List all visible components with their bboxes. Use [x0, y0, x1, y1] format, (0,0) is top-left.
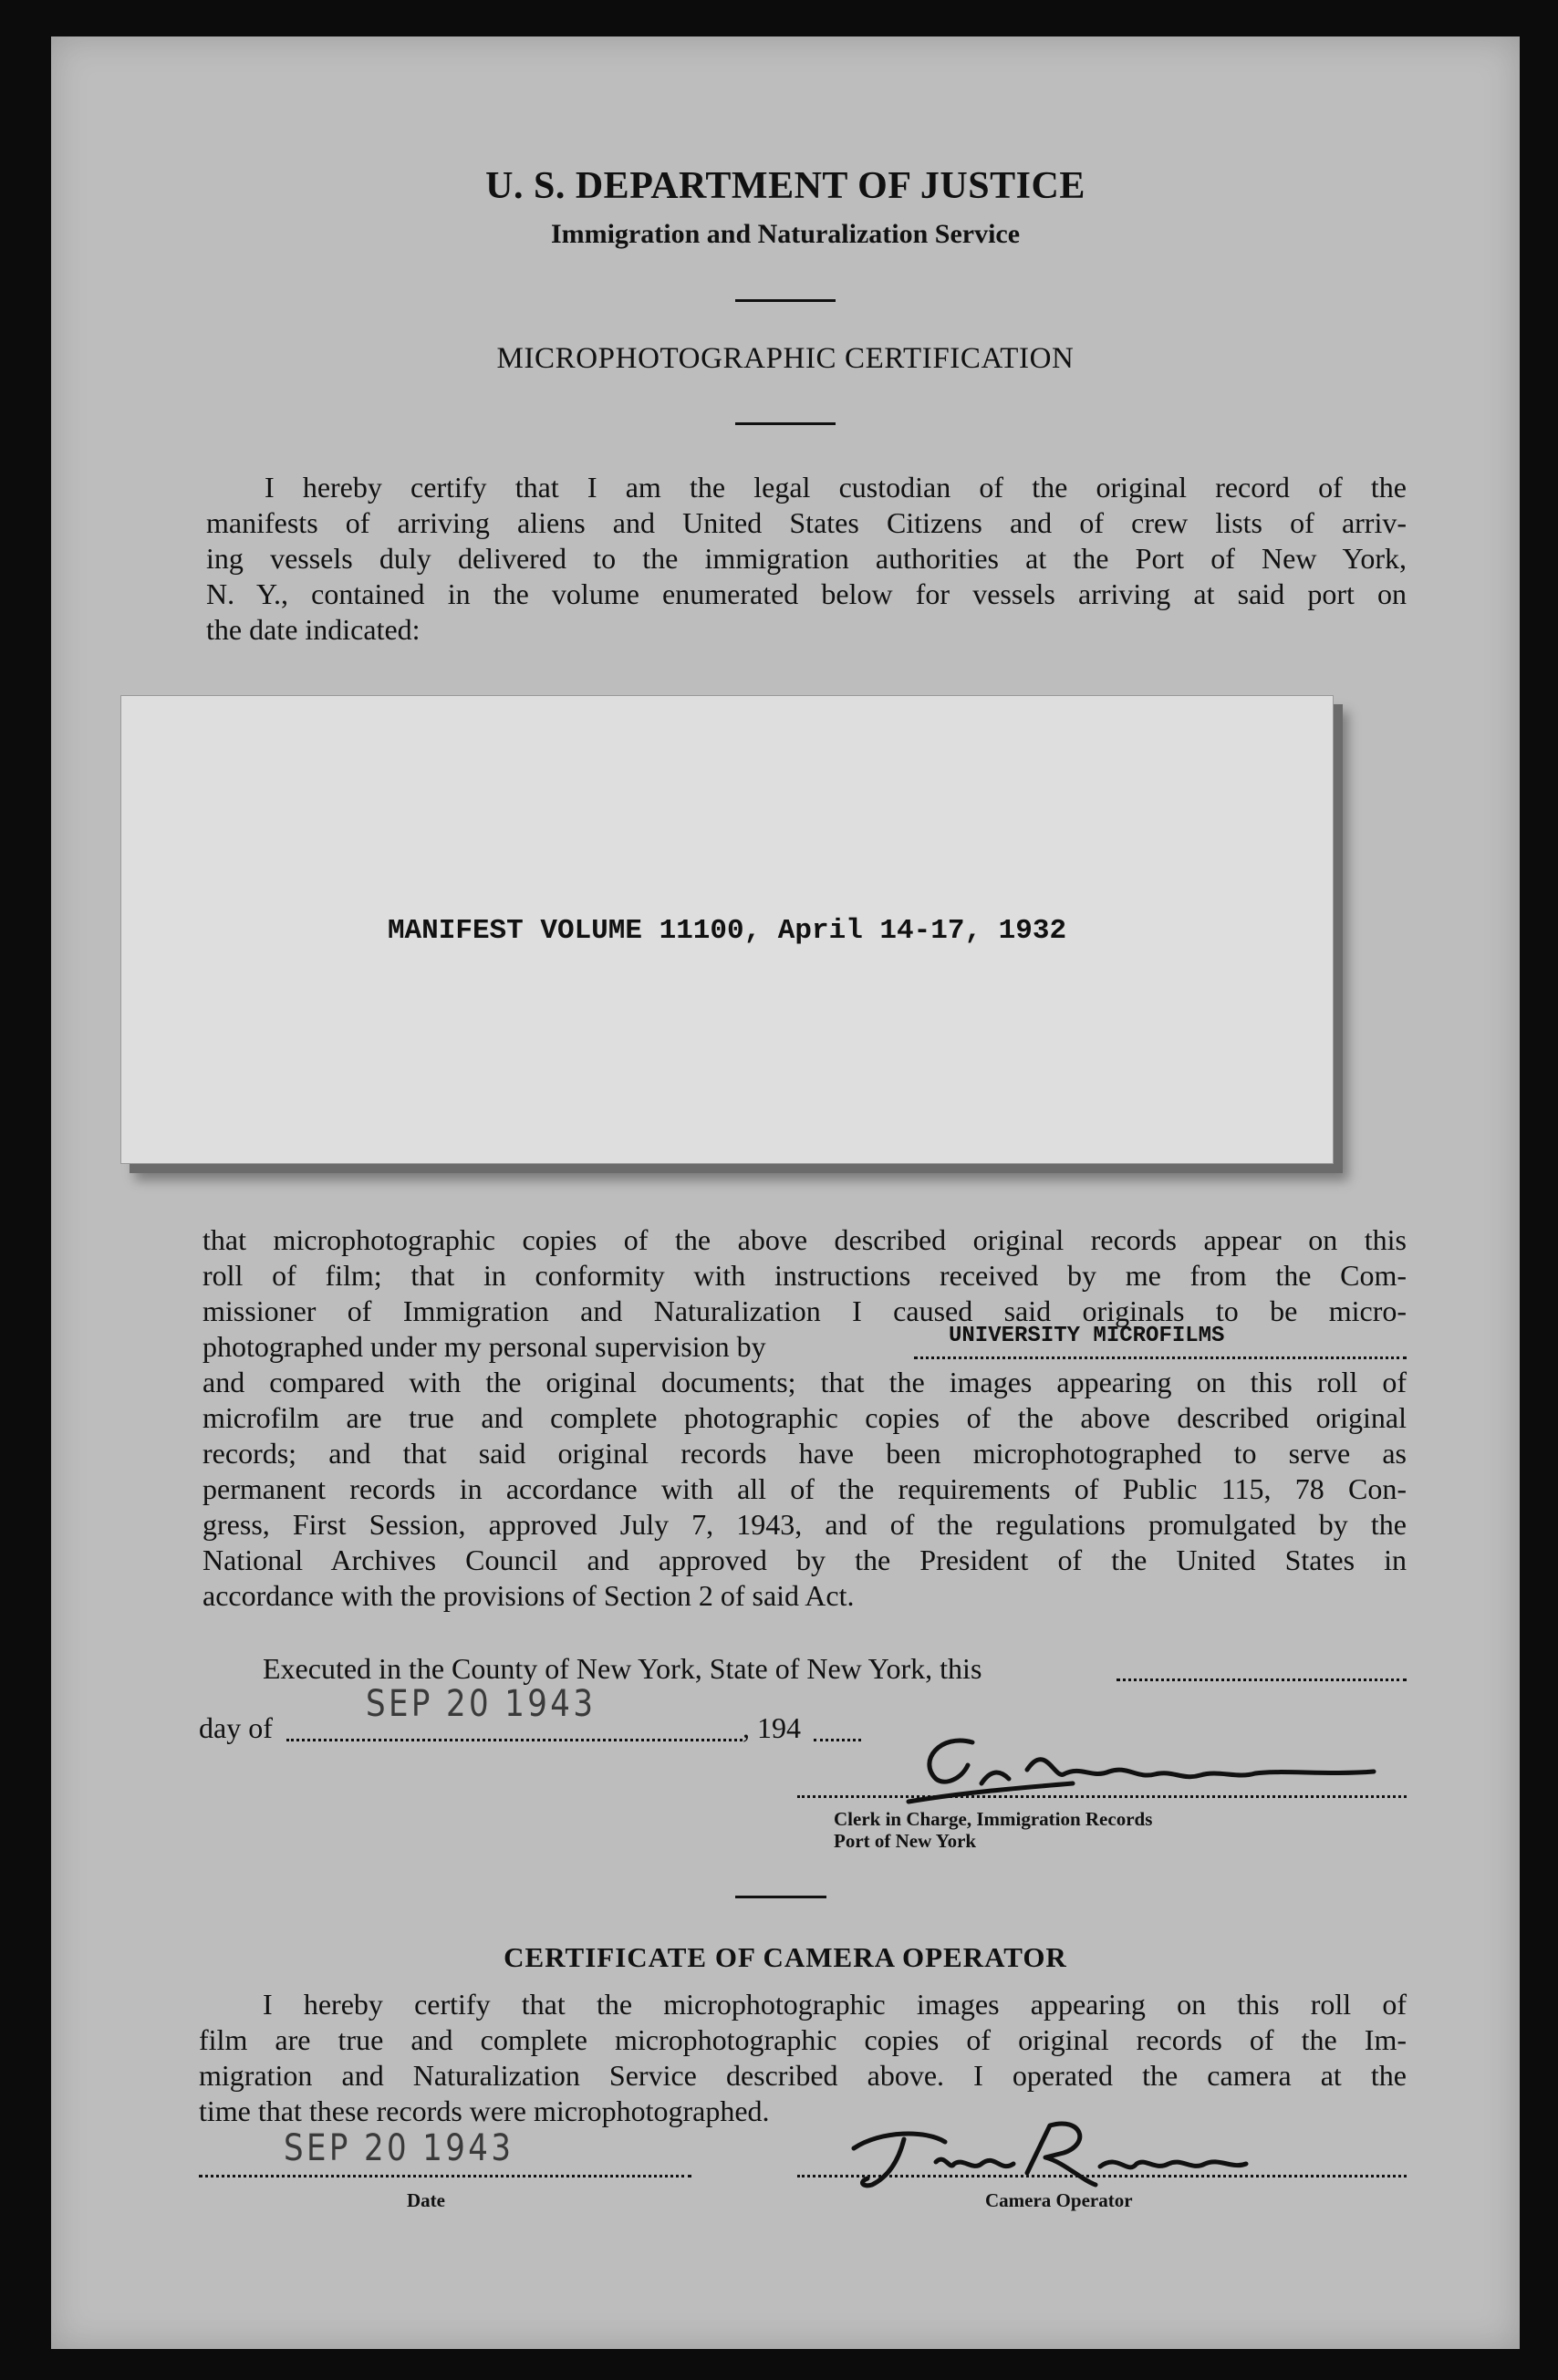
operator-date-line — [199, 2175, 691, 2177]
day-of-label: day of — [199, 1711, 273, 1744]
date-stamp: SEP 20 1943 — [366, 1683, 597, 1725]
body-line: photographed under my personal supervision by — [203, 1330, 766, 1363]
body-line: that microphotographic copies of the above described original records appear on this — [203, 1223, 1407, 1256]
operator-signature-line — [797, 2175, 1407, 2177]
intro-line: manifests of arriving aliens and United States Citizens and of crew lists of arriv- — [206, 506, 1407, 539]
volume-card — [120, 695, 1334, 1164]
body-line: accordance with the provisions of Section 2 of said Act. — [203, 1579, 855, 1612]
body-line: permanent records in accordance with all of the requirements of Public 115, 78 Con- — [203, 1472, 1407, 1505]
body-line: microfilm are true and complete photographic copies of the above described original — [203, 1401, 1407, 1434]
camera-operator-label: Camera Operator — [985, 2189, 1133, 2211]
divider-1 — [735, 299, 836, 302]
certificate-sheet — [51, 36, 1520, 2349]
operator-line: film are true and complete microphotographic copies of original records of the Im- — [199, 2023, 1407, 2056]
date-label: Date — [407, 2189, 445, 2211]
executed-line — [263, 1651, 982, 1687]
clerk-title-line1: Clerk in Charge, Immigration Records — [834, 1808, 1153, 1830]
department-title: U. S. DEPARTMENT OF JUSTICE — [485, 165, 1085, 207]
intro-line: I hereby certify that I am the legal custodian of the original record of the — [265, 471, 1407, 504]
divider-3 — [735, 1896, 826, 1898]
year-prefix: , 194 — [743, 1711, 801, 1744]
typed-vendor-name: UNIVERSITY MICROFILMS — [949, 1324, 1225, 1348]
form-title: MICROPHOTOGRAPHIC CERTIFICATION — [496, 342, 1075, 375]
body-line: missioner of Immigration and Naturalization I caused said originals to be micro- — [203, 1294, 1407, 1327]
body-paragraph — [203, 1222, 1407, 1614]
clerk-title-line2: Port of New York — [834, 1830, 977, 1852]
day-blank — [1117, 1678, 1407, 1681]
operator-date-stamp: SEP 20 1943 — [284, 2127, 514, 2169]
manifest-volume-text: MANIFEST VOLUME 11100, April 14-17, 1932 — [387, 915, 1067, 947]
body-line: gress, First Session, approved July 7, 1943, and of the regulations promulgated by the — [203, 1508, 1407, 1541]
intro-line: N. Y., contained in the volume enumerated below for vessels arriving at said port on — [206, 577, 1407, 610]
operator-heading: CERTIFICATE OF CAMERA OPERATOR — [504, 1941, 1067, 1973]
operator-signature — [817, 2107, 1328, 2198]
body-line: roll of film; that in conformity with instructions received by me from the Com- — [203, 1259, 1407, 1292]
body-line: records; and that said original records have been microphotographed to serve as — [203, 1437, 1407, 1470]
clerk-signature-line — [797, 1795, 1407, 1798]
supervisor-blank — [914, 1356, 1407, 1359]
body-line: National Archives Council and approved by the President of the United States in — [203, 1543, 1407, 1576]
divider-2 — [735, 422, 836, 425]
operator-line: I hereby certify that the microphotographic images appearing on this roll of — [263, 1988, 1407, 2021]
intro-line: the date indicated: — [206, 613, 421, 646]
clerk-signature — [854, 1715, 1401, 1815]
intro-paragraph — [206, 470, 1407, 648]
operator-line: migration and Naturalization Service described above. I operated the camera at the — [199, 2059, 1407, 2092]
supervision-line — [203, 1324, 1407, 1365]
service-subtitle: Immigration and Naturalization Service — [550, 219, 1021, 249]
date-blank — [286, 1739, 743, 1741]
body-line: and compared with the original documents; that the images appearing on this roll of — [203, 1366, 1407, 1398]
operator-line: time that these records were microphotographed. — [199, 2094, 770, 2127]
executed-text: Executed in the County of New York, State of New York, this — [263, 1652, 982, 1685]
intro-line: ing vessels duly delivered to the immigration authorities at the Port of New York, — [206, 542, 1407, 575]
